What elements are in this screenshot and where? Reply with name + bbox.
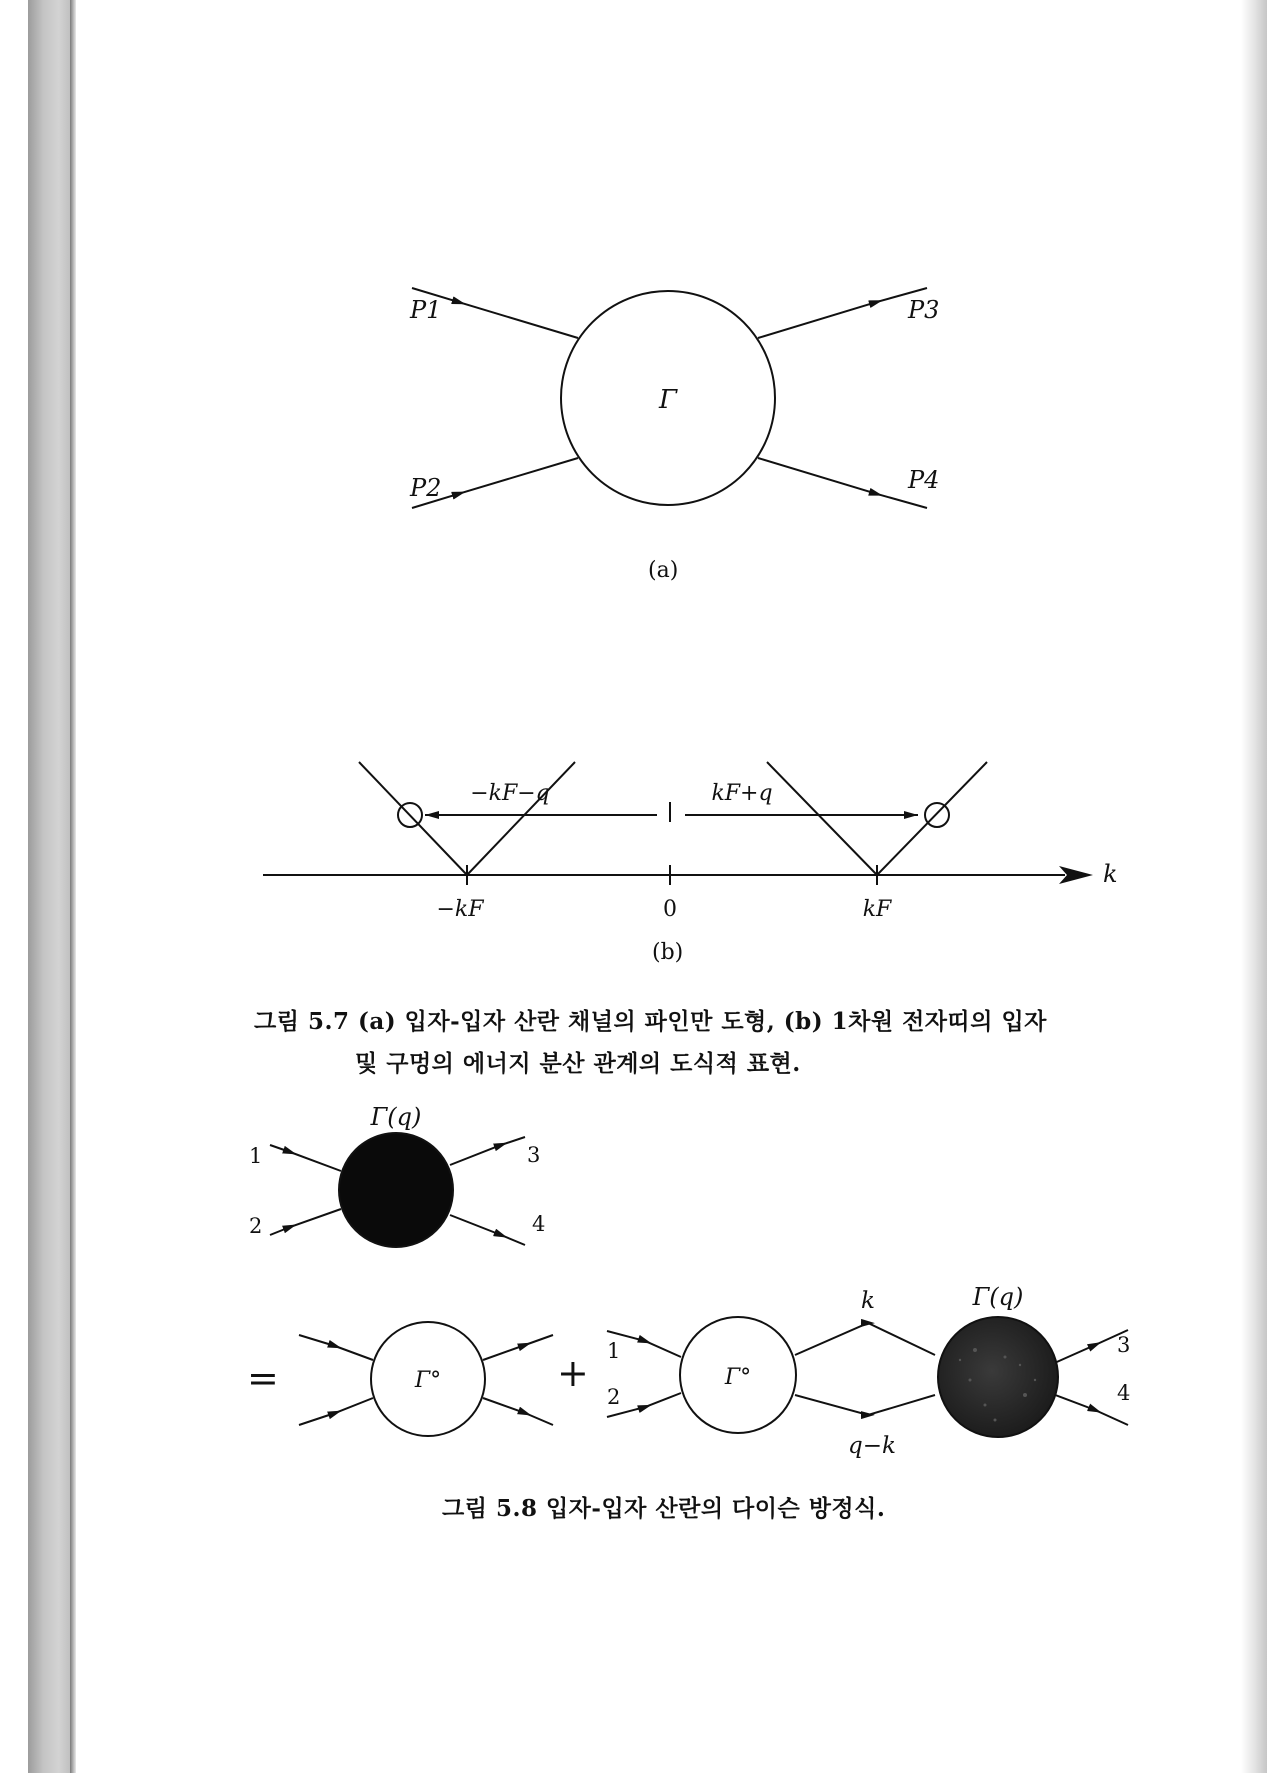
full-vertex-lhs: [339, 1133, 453, 1247]
vertex-label: Γ: [658, 385, 678, 415]
rhs-leg-label-4: 4: [1117, 1381, 1131, 1405]
arrow-left-label: −kF−q: [470, 781, 550, 806]
right-band-right: [877, 762, 987, 875]
bubble-bottom-label: q−k: [848, 1433, 896, 1459]
left-band-left: [359, 762, 467, 875]
lhs-leg-label-3: 3: [527, 1143, 541, 1167]
rhs1-leg-1: [299, 1335, 373, 1360]
equals-sign: =: [247, 1356, 279, 1400]
bare-vertex-label-2: Γ°: [724, 1365, 752, 1390]
bubble-bottom-line: [795, 1395, 935, 1415]
figure-5-7-caption-line1: 그림 5.7 (a) 입자-입자 산란 채널의 파인만 도형, (b) 1차원 전자띠의 입자: [254, 1008, 1047, 1035]
lhs-leg-label-2: 2: [249, 1214, 263, 1238]
rhs-leg-label-3: 3: [1117, 1333, 1131, 1357]
lhs-leg-2: [270, 1209, 341, 1235]
figure-5-7a-diagram: [380, 260, 950, 580]
leg-label-p1: P1: [410, 296, 442, 324]
leg-p4-line: [758, 458, 927, 508]
rhs1-leg-2: [299, 1398, 373, 1425]
lhs-leg-4: [450, 1215, 525, 1245]
rhs-leg-label-1: 1: [607, 1339, 621, 1363]
tick-label-minus-kf: −kF: [436, 897, 484, 922]
plus-sign: +: [557, 1351, 589, 1395]
page-edge-shadow: [1241, 0, 1267, 1773]
rhs1-leg-4: [483, 1398, 553, 1425]
leg-label-p2: P2: [410, 474, 442, 502]
lhs-leg-label-1: 1: [249, 1144, 263, 1168]
bubble-top-line: [795, 1323, 935, 1355]
full-vertex-label-lhs: Γ(q): [370, 1103, 422, 1131]
leg-p3-line: [758, 288, 927, 338]
figure-5-7b-diagram: [255, 750, 1135, 940]
tick-label-zero: 0: [663, 897, 677, 922]
figure-5-7a-sublabel: (a): [648, 558, 679, 583]
lhs-leg-label-4: 4: [532, 1212, 546, 1236]
leg-label-p4: P4: [908, 466, 940, 494]
bare-vertex-label-1: Γ°: [414, 1368, 442, 1393]
hole-circle-right: [925, 803, 949, 827]
left-band-right: [467, 762, 575, 875]
figure-5-7b-sublabel: (b): [652, 940, 684, 965]
full-vertex-rhs: [938, 1317, 1058, 1437]
tick-label-kf: kF: [862, 897, 892, 922]
arrow-right-label: kF+q: [711, 781, 773, 806]
rhs-leg-label-2: 2: [607, 1385, 621, 1409]
bubble-top-label: k: [861, 1288, 875, 1314]
book-spine: [28, 0, 72, 1773]
leg-label-p3: P3: [908, 296, 940, 324]
lhs-leg-3: [450, 1137, 525, 1165]
lhs-leg-1: [270, 1145, 341, 1171]
axis-label-k: k: [1103, 860, 1118, 888]
right-band-left: [767, 762, 877, 875]
full-vertex-label-rhs: Γ(q): [972, 1283, 1024, 1311]
figure-5-7-caption-line2: 및 구멍의 에너지 분산 관계의 도식적 표현.: [355, 1050, 801, 1077]
figure-5-8-diagram: [235, 1095, 1135, 1475]
rhs1-leg-3: [483, 1335, 553, 1360]
figure-5-8-caption: 그림 5.8 입자-입자 산란의 다이슨 방정식.: [442, 1495, 886, 1522]
